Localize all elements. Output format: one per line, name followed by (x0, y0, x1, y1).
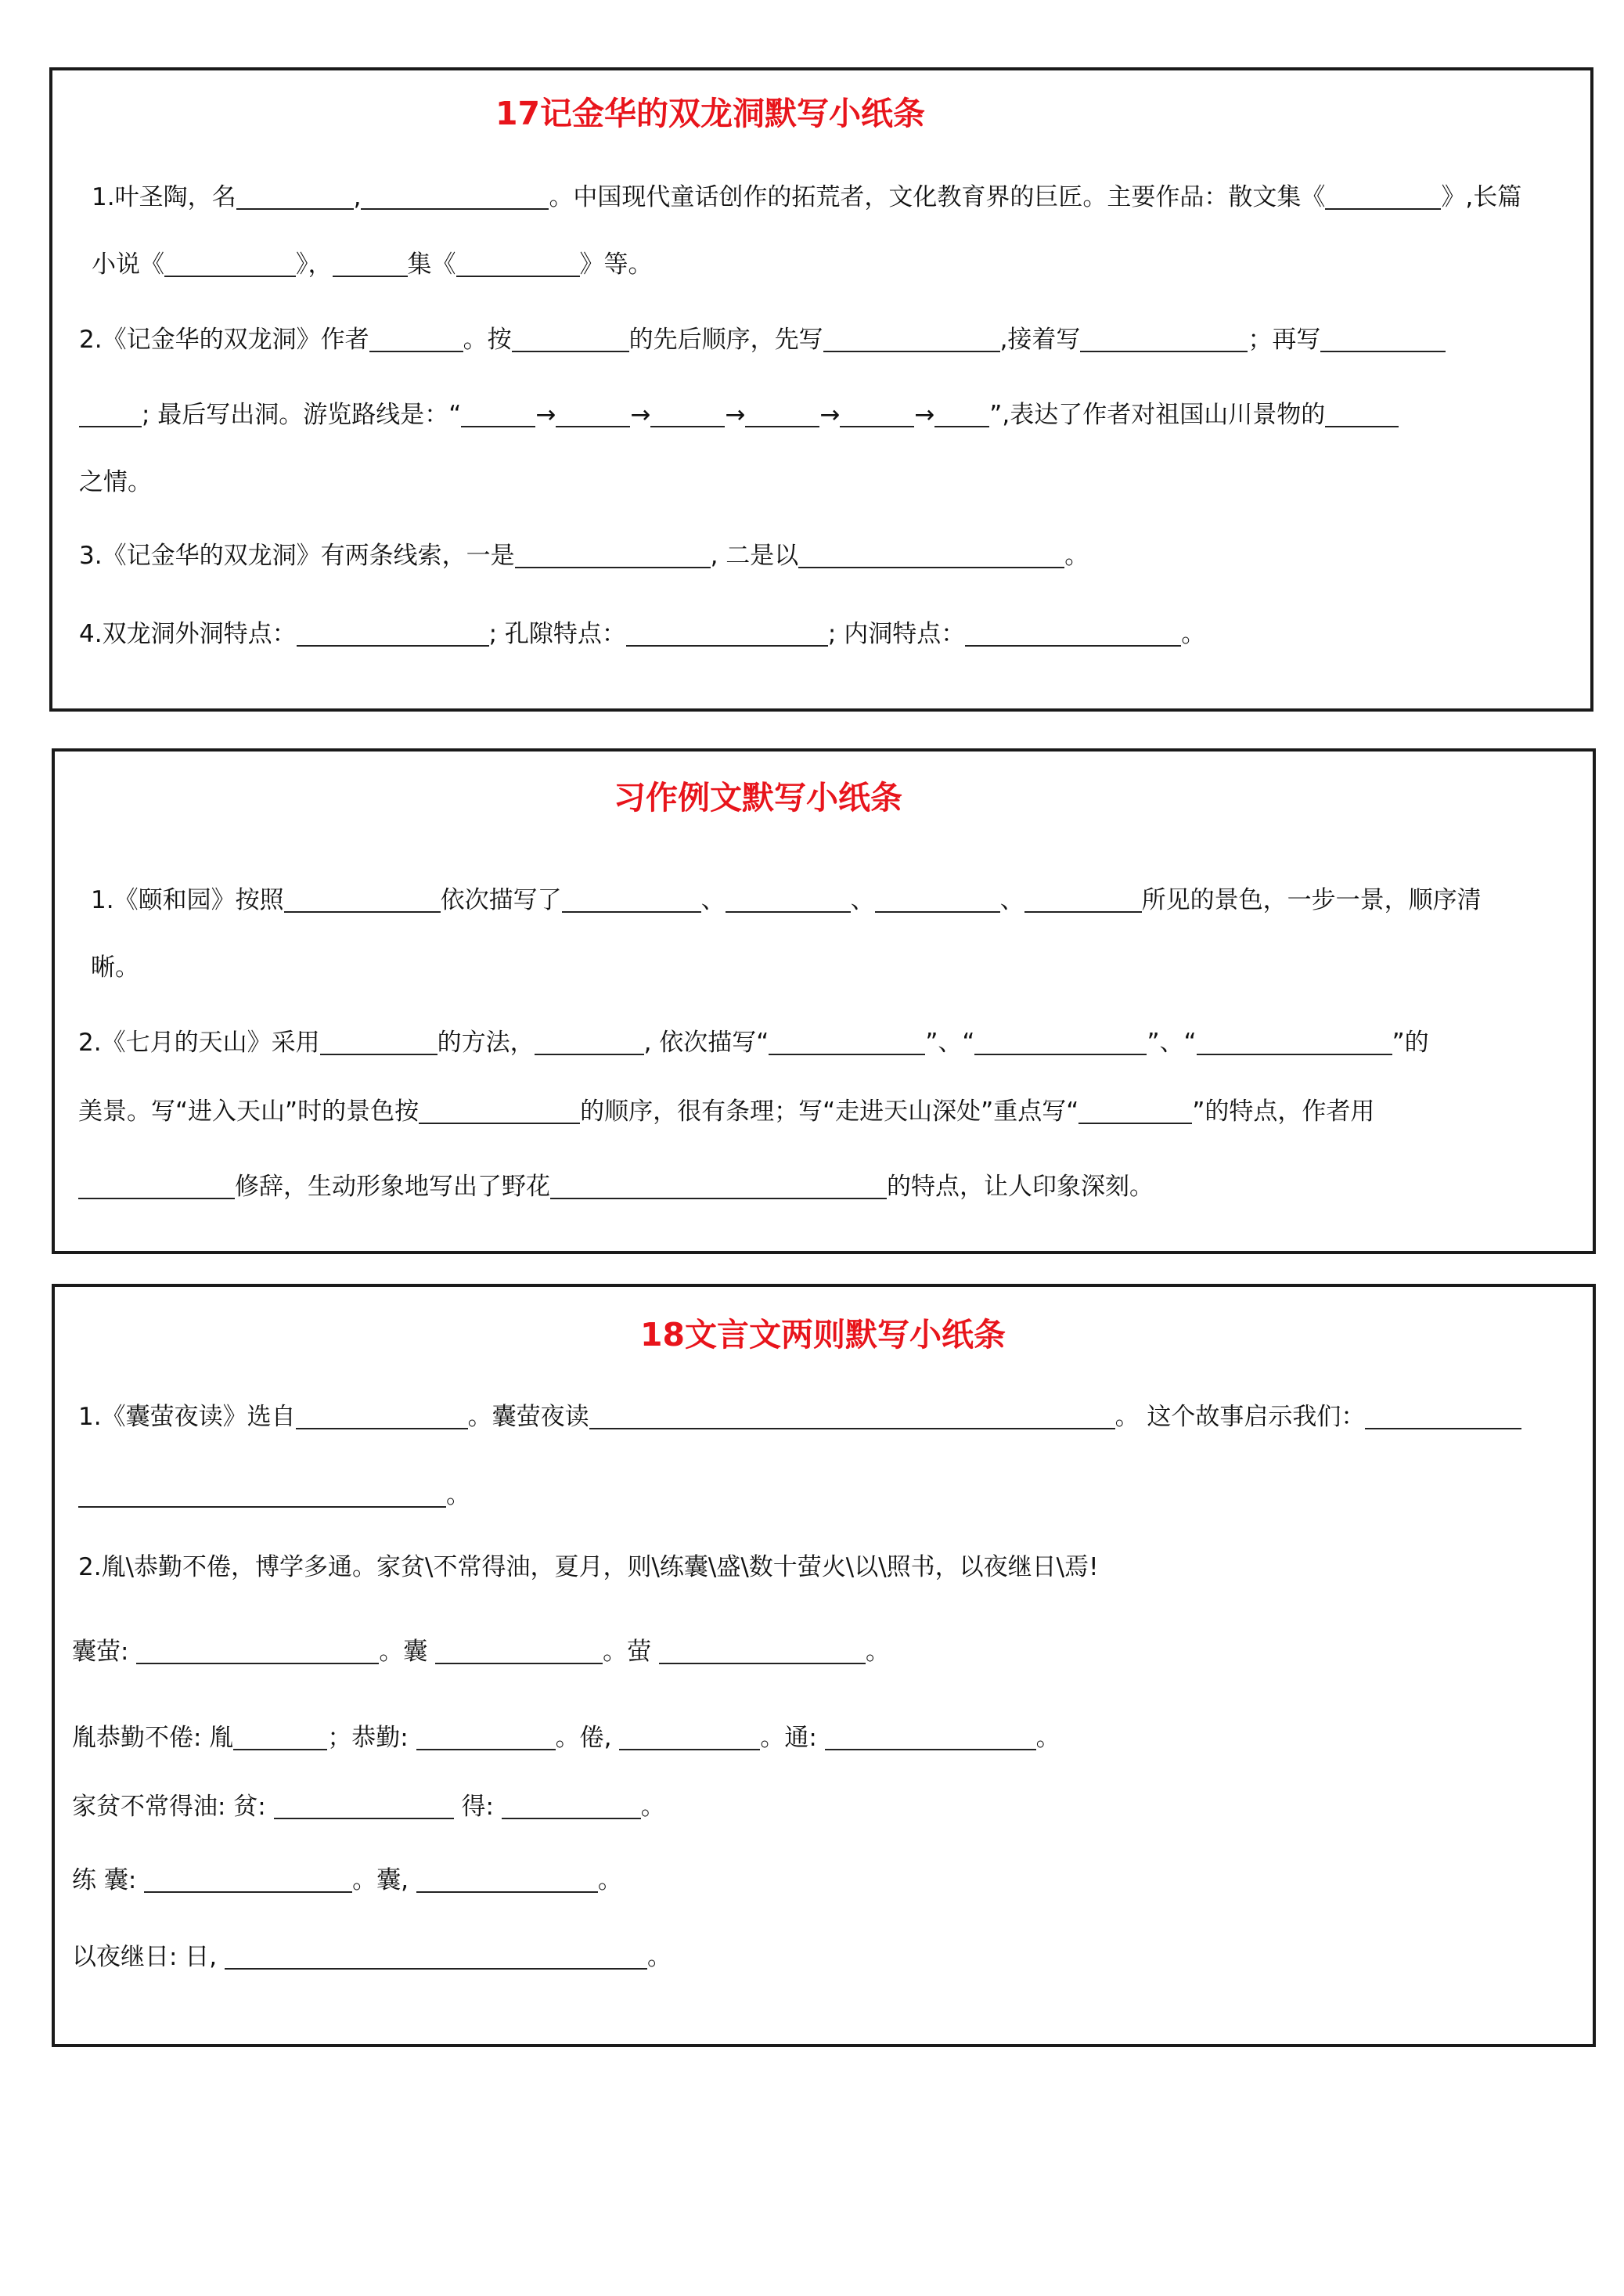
question-1-line-1 (91, 885, 1482, 916)
blank[interactable] (1325, 402, 1399, 427)
text: ”、“ (1147, 1029, 1197, 1057)
text: , 依次描写“ (643, 1029, 769, 1057)
blank[interactable] (798, 543, 1064, 568)
blank[interactable] (1078, 1099, 1192, 1124)
text: 。通: (760, 1724, 825, 1752)
blank[interactable] (369, 327, 463, 352)
text: 。中国现代童话创作的拓荒者，文化教育界的巨匠。主要作品：散文集《 (549, 183, 1326, 211)
blank[interactable] (456, 252, 580, 277)
arrow-icon: → (819, 401, 841, 429)
text: 。 (866, 1638, 891, 1666)
blank[interactable] (825, 1725, 1036, 1750)
text: 》等。 (579, 251, 653, 279)
text: 。 (1181, 620, 1206, 648)
text: 。倦, (555, 1724, 620, 1752)
blank[interactable] (79, 402, 142, 427)
arrow-icon: → (535, 401, 556, 429)
blank[interactable] (320, 1030, 438, 1055)
blank[interactable] (515, 543, 711, 568)
blank[interactable] (626, 622, 828, 647)
arrow-icon: → (630, 401, 651, 429)
text: ”、“ (925, 1029, 975, 1057)
text: 。 (647, 1943, 672, 1971)
text: 。萤 (603, 1638, 660, 1666)
text: ; 内洞特点： (827, 620, 966, 648)
text: 。 (640, 1793, 665, 1821)
blank[interactable] (78, 1483, 446, 1508)
text: 。囊 (379, 1638, 436, 1666)
text: 练 囊: (72, 1866, 145, 1894)
blank[interactable] (562, 888, 701, 913)
text: 依次描写了 (440, 886, 562, 914)
blank[interactable] (1080, 327, 1248, 352)
text: 》， (296, 251, 333, 279)
blank[interactable] (556, 402, 630, 427)
blank[interactable] (1024, 888, 1142, 913)
text: 》,长篇 (1441, 183, 1522, 211)
blank[interactable] (361, 185, 549, 210)
blank[interactable] (965, 622, 1181, 647)
text: ; 孔隙特点： (488, 620, 626, 648)
blank[interactable] (502, 1794, 641, 1819)
text: 美景。写“进入天山”时的景色按 (78, 1098, 420, 1126)
text: 、 (700, 886, 726, 914)
blank[interactable] (1197, 1030, 1392, 1055)
text: , 二是以 (710, 542, 799, 570)
blank[interactable] (233, 1725, 327, 1750)
question-2-line-3 (79, 467, 152, 498)
text: 。 (597, 1866, 622, 1894)
blank[interactable] (726, 888, 851, 913)
text: 。 这个故事启示我们： (1114, 1403, 1366, 1431)
text: 之情。 (79, 468, 152, 496)
text: 4.双龙洞外洞特点： (79, 620, 297, 648)
blank[interactable] (435, 1639, 603, 1664)
blank[interactable] (589, 1404, 1115, 1429)
blank[interactable] (659, 1639, 866, 1664)
blank[interactable] (550, 1174, 887, 1199)
blank[interactable] (745, 402, 819, 427)
text: 的顺序，很有条理；写“走进天山深处”重点写“ (580, 1098, 1079, 1126)
text: 2.《记金华的双龙洞》作者 (79, 326, 369, 354)
annotation-line-1 (72, 1636, 890, 1667)
blank[interactable] (840, 402, 914, 427)
text: ”的特点，作者用 (1192, 1098, 1375, 1126)
question-1-line-1 (92, 182, 1521, 213)
question-1-line-1 (78, 1401, 1521, 1433)
text: 小说《 (92, 251, 164, 279)
blank[interactable] (284, 888, 441, 913)
blank[interactable] (769, 1030, 925, 1055)
blank[interactable] (416, 1868, 598, 1893)
blank[interactable] (297, 622, 489, 647)
question-3 (79, 540, 1089, 571)
text: 2.胤\恭勤不倦，博学多通。家贫\不常得油，夏月，则\练囊\盛\数十萤火\以\照书，以夜继日\焉! (78, 1553, 1099, 1581)
arrow-icon: → (914, 401, 935, 429)
blank[interactable] (1320, 327, 1446, 352)
blank[interactable] (535, 1030, 644, 1055)
text: 1.叶圣陶，名 (92, 183, 236, 211)
question-1-line-2 (91, 952, 139, 983)
blank[interactable] (136, 1639, 379, 1664)
text: 胤恭勤不倦: 胤 (72, 1724, 234, 1752)
question-2-line-2 (79, 399, 1399, 431)
text: 的特点，让人印象深刻。 (887, 1173, 1154, 1201)
blank[interactable] (875, 888, 1000, 913)
blank[interactable] (650, 402, 725, 427)
text: ; 最后写出洞。游览路线是：“ (142, 401, 462, 429)
blank[interactable] (1325, 185, 1441, 210)
section-box-18 (52, 1284, 1596, 2047)
text: 以夜继日: 日, (72, 1943, 225, 1971)
text: ；再写 (1248, 326, 1321, 354)
question-2-line-1 (79, 324, 1446, 355)
blank[interactable] (225, 1945, 647, 1970)
text: 。 (446, 1481, 470, 1509)
text: ”的 (1392, 1029, 1429, 1057)
text: 1.《颐和园》按照 (91, 886, 284, 914)
blank[interactable] (333, 252, 408, 277)
question-1-line-2 (78, 1480, 470, 1511)
blank[interactable] (274, 1794, 454, 1819)
text: 3.《记金华的双龙洞》有两条线索，一是 (79, 542, 515, 570)
text: 晰。 (91, 953, 139, 982)
text: 囊萤: (72, 1638, 137, 1666)
annotation-line-3 (72, 1791, 665, 1822)
blank[interactable] (144, 1868, 352, 1893)
blank[interactable] (934, 402, 989, 427)
blank[interactable] (416, 1725, 556, 1750)
text: 家贫不常得油: 贫: (72, 1793, 274, 1821)
blank[interactable] (78, 1174, 235, 1199)
text: 1.《囊萤夜读》选自 (78, 1403, 296, 1431)
blank[interactable] (236, 185, 354, 210)
blank[interactable] (1365, 1404, 1521, 1429)
text: 。按 (463, 326, 512, 354)
blank[interactable] (512, 327, 629, 352)
text: 得: (453, 1793, 502, 1821)
blank[interactable] (296, 1404, 468, 1429)
blank[interactable] (974, 1030, 1147, 1055)
blank[interactable] (823, 327, 1000, 352)
text: ；恭勤: (327, 1724, 416, 1752)
text: , (353, 183, 362, 211)
text: 的方法， (437, 1029, 535, 1057)
annotation-line-2 (72, 1722, 1060, 1754)
section-title: 17记金华的双龙洞默写小纸条 (495, 95, 926, 132)
annotation-line-5 (72, 1941, 672, 1973)
text: 。 (1035, 1724, 1060, 1752)
text: 所见的景色，一步一景，顺序清 (1141, 886, 1482, 914)
text: 、 (850, 886, 875, 914)
arrow-icon: → (725, 401, 746, 429)
question-2-line-3 (78, 1171, 1154, 1202)
blank[interactable] (619, 1725, 760, 1750)
text: 、 (999, 886, 1024, 914)
text: 2.《七月的天山》采用 (78, 1029, 320, 1057)
section-box-xizuo (52, 748, 1596, 1254)
text: ”,表达了作者对祖国山川景物的 (989, 401, 1326, 429)
question-2-line-1 (78, 1027, 1429, 1058)
text: 。囊萤夜读 (467, 1403, 589, 1431)
text: ,接着写 (999, 326, 1081, 354)
blank[interactable] (419, 1099, 580, 1124)
text: 。 (1064, 542, 1089, 570)
section-box-17 (49, 67, 1593, 712)
blank[interactable] (461, 402, 535, 427)
text: 修辞，生动形象地写出了野花 (235, 1173, 550, 1201)
question-2 (78, 1552, 1099, 1583)
question-1-line-2 (92, 249, 653, 280)
text: 。囊, (352, 1866, 416, 1894)
blank[interactable] (164, 252, 296, 277)
section-title: 习作例文默写小纸条 (614, 779, 902, 816)
text: 集《 (407, 251, 456, 279)
text: 的先后顺序，先写 (628, 326, 823, 354)
question-2-line-2 (78, 1096, 1374, 1127)
section-title: 18文言文两则默写小纸条 (640, 1316, 1006, 1353)
annotation-line-4 (72, 1865, 622, 1896)
question-4 (79, 618, 1205, 650)
